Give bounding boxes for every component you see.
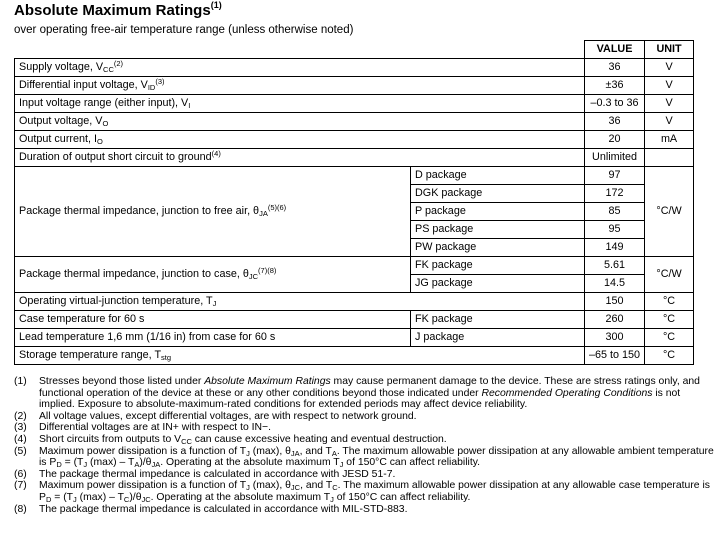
row-label <box>15 347 585 365</box>
package-name: FK package <box>411 311 585 329</box>
note-part: is not implied. Exposure to absolute-maximum-rated conditions for extended periods may affect device reliability. <box>39 387 681 411</box>
row-label <box>15 131 585 149</box>
subtitle: over operating free-air temperature range (unless otherwise noted) <box>14 24 354 36</box>
footnote-number: (4) <box>14 433 27 445</box>
row-unit: °C <box>645 329 694 347</box>
note-sub: J <box>83 460 88 470</box>
table-row <box>15 311 694 329</box>
note-sub: J <box>246 448 250 458</box>
label-text: Output voltage, V <box>19 115 103 127</box>
row-label <box>15 59 585 77</box>
header-value: VALUE <box>585 41 645 59</box>
row-value: 20 <box>585 131 645 149</box>
table-row <box>15 293 694 311</box>
label-sub: JA <box>259 209 268 218</box>
row-value: –65 to 150 <box>585 347 645 365</box>
label-sub: stg <box>161 353 172 362</box>
note-part: , and T <box>300 480 333 492</box>
row-value: 5.61 <box>585 257 645 275</box>
row-value: 36 <box>585 113 645 131</box>
label-text: Input voltage range (either input), V <box>19 97 189 109</box>
row-value: 95 <box>585 221 645 239</box>
table-row <box>15 149 694 167</box>
footnote <box>14 434 714 446</box>
footnote-text: Differential voltages are at IN+ with respect to IN−. <box>39 422 271 434</box>
label-text: Storage temperature range, T <box>19 349 162 361</box>
package-name: FK package <box>411 257 585 275</box>
label-text: Package thermal impedance, junction to free air, θ <box>19 205 260 217</box>
title-text: Absolute Maximum Ratings <box>14 2 211 19</box>
label-sub: I <box>188 101 191 110</box>
note-part: . The maximum allowable power dissipation at any allowable case temperature is P <box>39 480 710 503</box>
row-unit: °C <box>645 347 694 365</box>
note-sub: JA <box>151 460 161 470</box>
note-part: of 150°C can affect reliability. <box>343 457 481 469</box>
label-text: Supply voltage, V <box>19 61 104 73</box>
note-part: Maximum power dissipation is a function of T <box>39 445 247 457</box>
note-part: , and T <box>299 445 332 457</box>
footnote <box>14 411 714 423</box>
note-italic: Recommended Operating Conditions <box>481 387 653 399</box>
label-sup: (3) <box>155 77 165 86</box>
footnote-text <box>39 446 714 469</box>
row-unit: °C/W <box>645 167 694 257</box>
footnote <box>14 469 714 481</box>
label-sup: (4) <box>211 149 221 158</box>
note-part: (max), θ <box>249 445 291 457</box>
row-unit: °C/W <box>645 257 694 293</box>
row-unit: mA <box>645 131 694 149</box>
package-name: DGK package <box>411 185 585 203</box>
row-label <box>15 293 585 311</box>
row-unit: V <box>645 59 694 77</box>
note-sub: CC <box>181 436 192 446</box>
label-text: Output current, I <box>19 133 98 145</box>
footnote-text: The package thermal impedance is calculated in accordance with MIL-STD-883. <box>39 503 408 515</box>
note-sub: D <box>56 460 62 470</box>
note-sub: J <box>330 494 334 504</box>
footnote-number: (6) <box>14 468 27 480</box>
note-sub: J <box>246 483 250 493</box>
note-part: Maximum power dissipation is a function of T <box>39 480 247 492</box>
footnote-text <box>39 376 714 411</box>
footnote <box>14 480 714 503</box>
footnote-text <box>39 434 714 446</box>
row-value: 172 <box>585 185 645 203</box>
label-sup: (2) <box>113 59 124 68</box>
label-text: Duration of output short circuit to ground <box>19 151 212 163</box>
row-value: 149 <box>585 239 645 257</box>
label-sub: O <box>97 137 103 146</box>
note-part: = (T <box>51 491 74 503</box>
row-value: 260 <box>585 311 645 329</box>
table-row <box>15 329 694 347</box>
label-sub: O <box>102 119 109 128</box>
note-part: of 150°C can affect reliability. <box>333 491 471 503</box>
row-label <box>15 95 585 113</box>
label-sub: CC <box>103 65 114 74</box>
note-sub: C <box>123 494 130 504</box>
package-name: PS package <box>411 221 585 239</box>
footnote <box>14 422 714 434</box>
note-part: )/θ <box>139 457 152 469</box>
note-part: may cause permanent damage to the device. These are stress ratings only, and functional operation of the device at these or any other conditions beyond those indicated under <box>39 376 700 399</box>
footnote-text <box>39 480 714 503</box>
note-sub: J <box>339 460 344 470</box>
header-blank <box>15 41 585 59</box>
row-unit: °C <box>645 293 694 311</box>
note-part: )/θ <box>129 491 142 503</box>
footnote-number: (7) <box>14 480 27 492</box>
note-part: Stresses beyond those listed under <box>39 376 205 387</box>
label-sup: (5)(6) <box>267 203 287 212</box>
row-value: 97 <box>585 167 645 185</box>
table-row <box>15 77 694 95</box>
row-label <box>15 167 411 257</box>
footnotes <box>14 376 714 515</box>
label-sup: (7)(8) <box>258 266 277 275</box>
row-unit: V <box>645 95 694 113</box>
note-sub: A <box>134 460 140 470</box>
row-value: Unlimited <box>585 149 645 167</box>
row-unit: V <box>645 113 694 131</box>
row-label <box>15 257 411 293</box>
note-part: (max), θ <box>249 480 291 492</box>
package-name: J package <box>411 329 585 347</box>
page-title <box>14 2 222 19</box>
row-value: –0.3 to 36 <box>585 95 645 113</box>
note-part: Short circuits from outputs to V <box>39 433 182 445</box>
note-sub: JC <box>141 494 151 504</box>
row-value: 14.5 <box>585 275 645 293</box>
footnote-number: (3) <box>14 422 27 434</box>
package-name: PW package <box>411 239 585 257</box>
label-sub: J <box>212 299 217 308</box>
header-unit: UNIT <box>645 41 694 59</box>
note-part: can cause excessive heating and eventual destruction. <box>191 433 447 445</box>
table-row <box>15 59 694 77</box>
table-row <box>15 257 694 275</box>
footnote-text: All voltage values, except differential voltages, are with respect to network ground. <box>39 410 417 422</box>
note-sub: A <box>331 448 337 458</box>
table-row <box>15 113 694 131</box>
footnote-number: (1) <box>14 376 27 387</box>
label-sub: JC <box>248 272 259 281</box>
row-label: Lead temperature 1,6 mm (1/16 in) from case for 60 s <box>15 329 411 347</box>
label-sub: ID <box>147 83 156 92</box>
row-label: Case temperature for 60 s <box>15 311 411 329</box>
label-text: Operating virtual-junction temperature, T <box>19 295 213 307</box>
note-part: . The maximum allowable power dissipation at any allowable ambient temperature is P <box>39 445 714 469</box>
note-part: = (T <box>61 457 84 469</box>
footnote-number: (8) <box>14 503 27 515</box>
table-row <box>15 95 694 113</box>
row-unit <box>645 149 694 167</box>
note-part: (max) – T <box>76 491 124 503</box>
note-part: (max) – T <box>87 457 135 469</box>
footnote <box>14 376 714 411</box>
row-unit: V <box>645 77 694 95</box>
package-name: D package <box>411 167 585 185</box>
note-sub: J <box>73 494 77 504</box>
row-label <box>15 77 585 95</box>
note-sub: C <box>332 483 338 493</box>
row-value: 36 <box>585 59 645 77</box>
row-label <box>15 149 585 167</box>
row-unit: °C <box>645 311 694 329</box>
footnote-number: (5) <box>14 445 27 457</box>
label-text: Differential input voltage, V <box>19 79 148 91</box>
row-value: 300 <box>585 329 645 347</box>
table-header-row <box>15 41 694 59</box>
note-sub: JA <box>290 448 300 458</box>
footnote-number: (2) <box>14 410 27 422</box>
footnote <box>14 446 714 469</box>
row-value: 150 <box>585 293 645 311</box>
row-label <box>15 113 585 131</box>
row-value: 85 <box>585 203 645 221</box>
note-sub: D <box>45 494 52 504</box>
note-sub: JC <box>290 483 301 493</box>
package-name: JG package <box>411 275 585 293</box>
note-part: . Operating at the absolute maximum T <box>160 457 340 469</box>
footnote <box>14 504 714 516</box>
title-footnote-ref: (1) <box>210 0 222 10</box>
table-row <box>15 131 694 149</box>
table-row <box>15 167 694 185</box>
label-text: Package thermal impedance, junction to case, θ <box>19 268 249 280</box>
row-value: ±36 <box>585 77 645 95</box>
note-italic: Absolute Maximum Ratings <box>204 376 331 387</box>
ratings-table <box>14 40 694 365</box>
note-part: . Operating at the absolute maximum T <box>150 491 331 503</box>
footnote-text: The package thermal impedance is calculated in accordance with JESD 51-7. <box>39 468 396 480</box>
package-name: P package <box>411 203 585 221</box>
table-row <box>15 347 694 365</box>
